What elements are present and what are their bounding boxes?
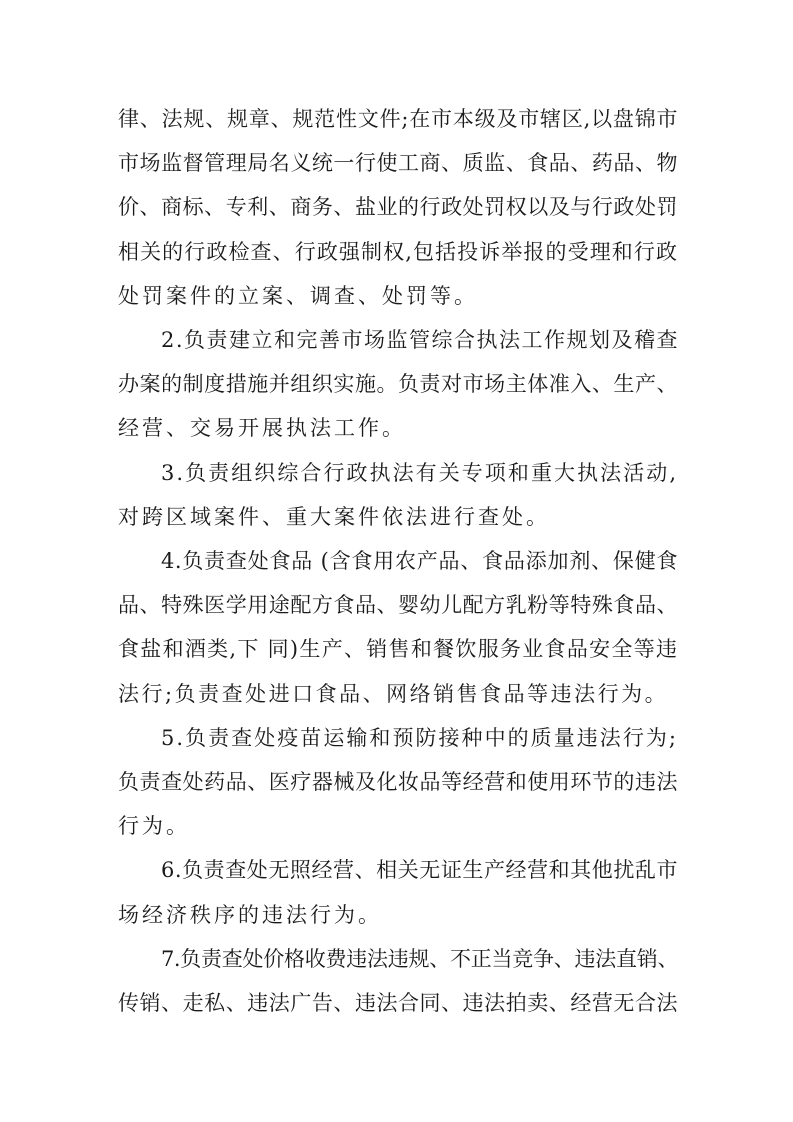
text-line: 6.负责查处无照经营、相关无证生产经营和其他扰乱市 [161,858,678,882]
text-line: 行为。 [118,814,190,838]
text-line: 对跨区域案件、重大案件依法进行查处。 [118,505,550,529]
text-line: 负责查处药品、医疗器械及化妆品等经营和使用环节的违法 [118,770,678,794]
text-line: 律、法规、规章、规范性文件;在市本级及市辖区,以盘锦市 [118,107,678,131]
text-line: 相关的行政检查、行政强制权,包括投诉举报的受理和行政 [118,240,678,264]
text-line: 处罚案件的立案、调查、处罚等。 [118,284,478,308]
text-line: 价、商标、专利、商务、盐业的行政处罚权以及与行政处罚 [118,195,678,219]
text-line: 办案的制度措施并组织实施。负责对市场主体准入、生产、 [118,372,678,396]
text-line: 品、特殊医学用途配方食品、婴幼儿配方乳粉等特殊食品、 [118,593,678,617]
text-line: 7.负责查处价格收费违法违规、不正当竞争、违法直销、 [161,947,678,971]
text-line: 2.负责建立和完善市场监管综合执法工作规划及稽查 [161,328,680,352]
text-line: 场经济秩序的违法行为。 [118,903,382,927]
text-line: 经营、交易开展执法工作。 [118,416,406,440]
text-line: 市场监督管理局名义统一行使工商、质监、食品、药品、物 [118,151,678,175]
text-line: 3.负责组织综合行政执法有关专项和重大执法活动, [161,461,678,485]
text-line: 4.负责查处食品 (含食用农产品、食品添加剂、保健食 [161,549,678,573]
text-line: 5.负责查处疫苗运输和预防接种中的质量违法行为; [161,726,678,750]
text-line: 传销、走私、违法广告、违法合同、违法拍卖、经营无合法 [118,991,678,1015]
text-line: 法行;负责查处进口食品、网络销售食品等违法行为。 [118,682,669,706]
text-line: 食盐和酒类,下 同)生产、销售和餐饮服务业食品安全等违 [118,637,678,661]
